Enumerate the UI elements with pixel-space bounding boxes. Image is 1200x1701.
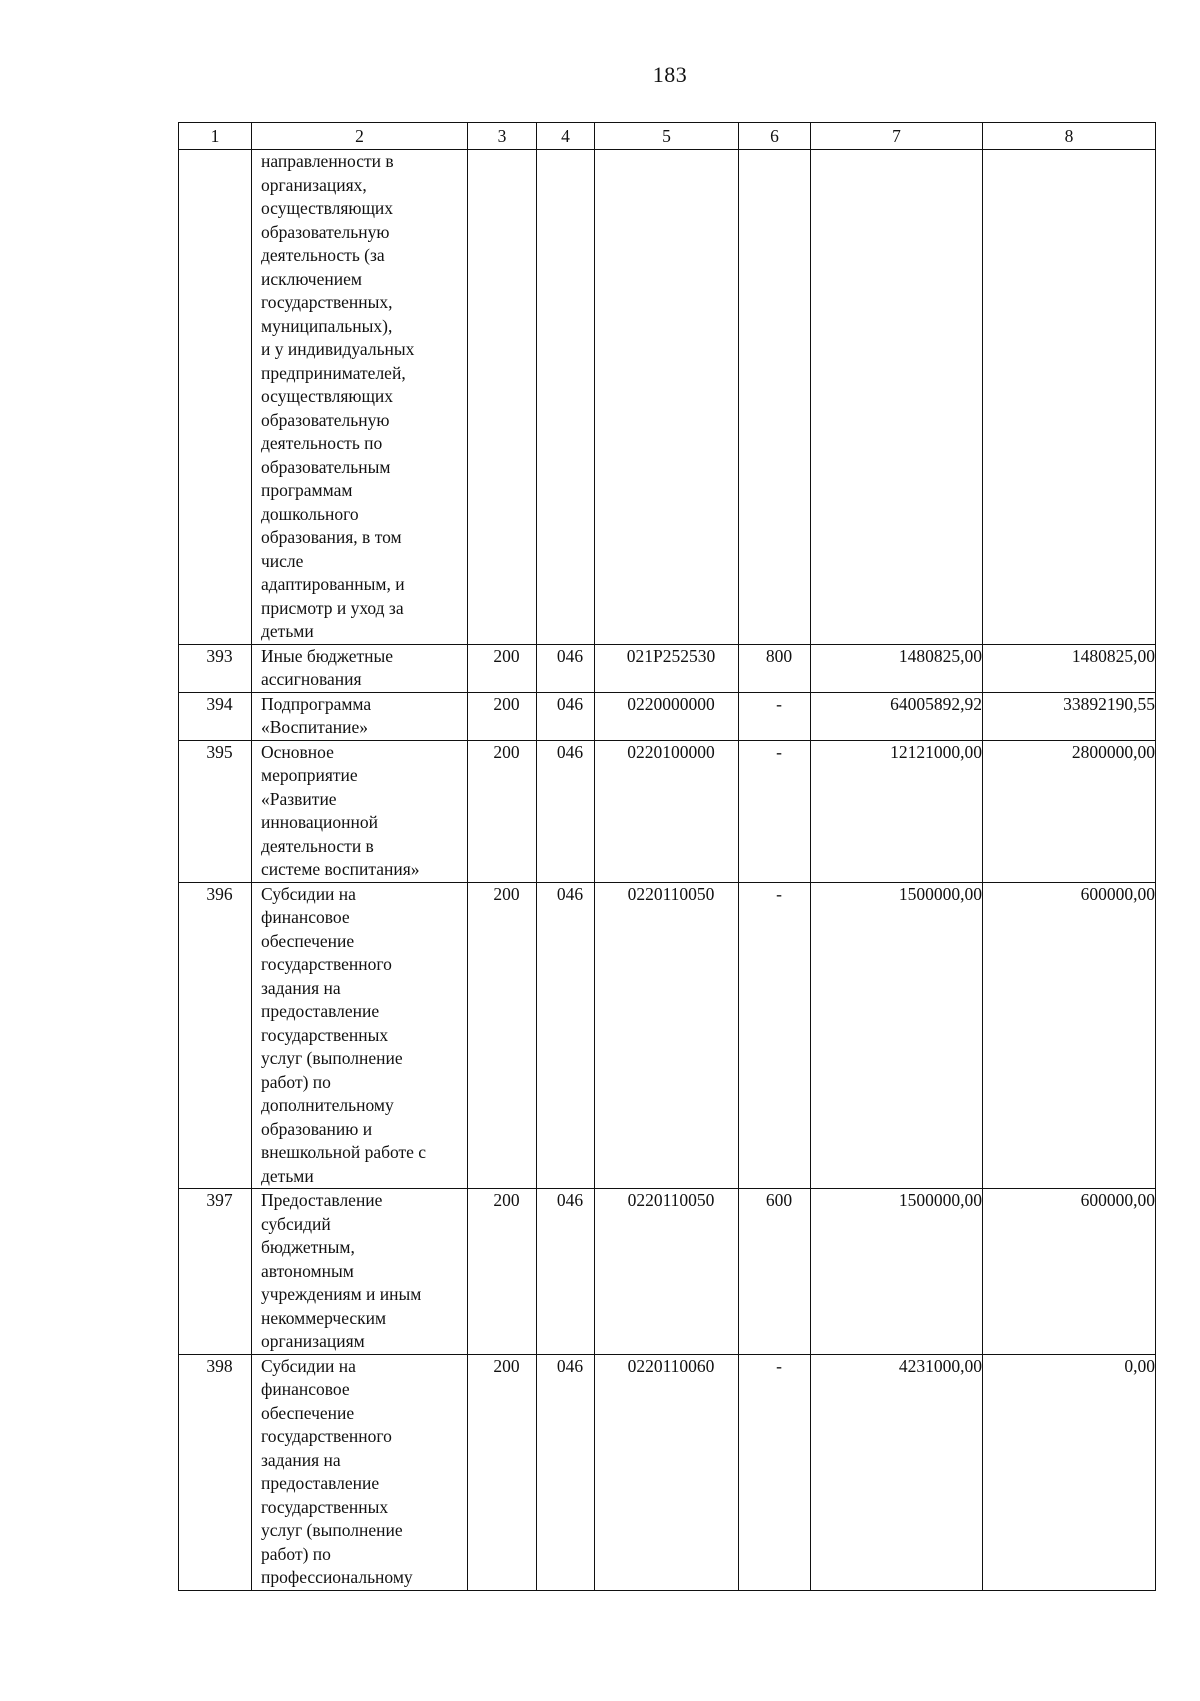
row-amount1-cell xyxy=(811,150,983,645)
row-amount2-cell: 600000,00 xyxy=(983,1189,1156,1355)
row-name-line: работ) по xyxy=(261,1543,331,1564)
row-name-line: обеспечение xyxy=(261,1402,355,1423)
row-col3-cell: 200 xyxy=(468,644,537,692)
row-number-cell: 395 xyxy=(179,740,252,882)
row-name-line: Субсидии на xyxy=(261,883,356,904)
table-row xyxy=(179,740,1156,882)
row-name-line: учреждениям и иным xyxy=(261,1284,422,1304)
row-col6-cell: - xyxy=(739,1354,811,1590)
row-name-line: предоставление xyxy=(261,1001,380,1021)
row-name-cell xyxy=(252,740,468,882)
row-name-line: «Воспитание» xyxy=(261,717,368,737)
row-amount1-cell: 1500000,00 xyxy=(811,1189,983,1355)
row-code-cell xyxy=(595,150,739,645)
row-col6-cell xyxy=(739,150,811,645)
row-amount2-cell: 600000,00 xyxy=(983,882,1156,1189)
row-name-line: задания на xyxy=(261,1449,341,1470)
row-number-cell xyxy=(179,150,252,645)
budget-table xyxy=(178,122,1156,1591)
row-name-line: Подпрограмма xyxy=(261,693,372,714)
header-col-8: 8 xyxy=(983,123,1156,150)
row-name-line: мероприятие xyxy=(261,765,358,785)
row-col6-cell: - xyxy=(739,882,811,1189)
row-name-cell xyxy=(252,1189,468,1355)
row-col3-cell: 200 xyxy=(468,1354,537,1590)
row-col3-cell: 200 xyxy=(468,1189,537,1355)
row-number-cell: 398 xyxy=(179,1354,252,1590)
row-name-line: Субсидии на xyxy=(261,1355,356,1376)
row-name-line: образовательную xyxy=(261,409,390,430)
row-name-line: предпринимателей, xyxy=(261,362,406,383)
row-name-line: финансовое xyxy=(261,1379,350,1399)
row-name-line: числе xyxy=(261,550,304,571)
row-name-line: государственного xyxy=(261,1426,392,1446)
row-name-line: ассигнования xyxy=(261,669,362,689)
row-name-line: присмотр и уход за xyxy=(261,597,404,618)
row-name-line: программам xyxy=(261,480,353,500)
row-amount2-cell xyxy=(983,150,1156,645)
row-name-line: государственных xyxy=(261,1024,389,1045)
row-name-line: задания на xyxy=(261,977,341,998)
table-row xyxy=(179,692,1156,740)
table-row xyxy=(179,1189,1156,1355)
row-name-line: Основное xyxy=(261,741,334,762)
row-name-line: финансовое xyxy=(261,907,350,927)
page-number: 183 xyxy=(652,62,688,87)
header-col-5: 5 xyxy=(595,123,739,150)
row-col4-cell: 046 xyxy=(537,740,595,882)
row-col4-cell: 046 xyxy=(537,692,595,740)
row-amount1-cell: 64005892,92 xyxy=(811,692,983,740)
row-name-line: Предоставление xyxy=(261,1190,383,1210)
row-name-cell xyxy=(252,692,468,740)
row-name-line: автономным xyxy=(261,1260,354,1281)
row-name-line: адаптированным, и xyxy=(261,574,405,594)
row-name-line: образованию и xyxy=(261,1118,373,1139)
row-name-line: детьми xyxy=(261,1165,314,1186)
row-name-line: деятельность (за xyxy=(261,245,385,265)
row-name-line: профессиональному xyxy=(261,1567,413,1587)
row-amount1-cell: 12121000,00 xyxy=(811,740,983,882)
row-name-line: бюджетным, xyxy=(261,1237,355,1257)
row-name-line: осуществляющих xyxy=(261,198,394,218)
row-name-line: государственного xyxy=(261,954,392,974)
row-col4-cell: 046 xyxy=(537,1354,595,1590)
row-col4-cell: 046 xyxy=(537,644,595,692)
row-name-line: организациях, xyxy=(261,174,367,195)
row-name-line: организациям xyxy=(261,1331,365,1351)
header-col-1: 1 xyxy=(179,123,252,150)
row-col3-cell: 200 xyxy=(468,740,537,882)
row-col6-cell: 800 xyxy=(739,644,811,692)
row-name-line: предоставление xyxy=(261,1473,380,1493)
row-name-line: «Развитие xyxy=(261,788,337,809)
row-name-line: осуществляющих xyxy=(261,386,394,406)
row-name-line: муниципальных), xyxy=(261,315,393,336)
row-name-line: субсидий xyxy=(261,1213,331,1234)
row-col6-cell: - xyxy=(739,740,811,882)
header-col-6: 6 xyxy=(739,123,811,150)
row-name-line: образовательным xyxy=(261,456,391,477)
row-name-line: исключением xyxy=(261,268,362,289)
row-amount2-cell: 33892190,55 xyxy=(983,692,1156,740)
row-code-cell: 0220000000 xyxy=(595,692,739,740)
row-code-cell: 0220110050 xyxy=(595,882,739,1189)
row-col3-cell xyxy=(468,150,537,645)
row-col4-cell: 046 xyxy=(537,882,595,1189)
header-col-7: 7 xyxy=(811,123,983,150)
row-amount1-cell: 4231000,00 xyxy=(811,1354,983,1590)
row-number-cell: 393 xyxy=(179,644,252,692)
row-number-cell: 396 xyxy=(179,882,252,1189)
row-name-line: дополнительному xyxy=(261,1095,394,1115)
row-number-cell: 394 xyxy=(179,692,252,740)
row-name-line: обеспечение xyxy=(261,930,355,951)
row-amount2-cell: 0,00 xyxy=(983,1354,1156,1590)
row-name-line: деятельность по xyxy=(261,433,383,453)
table-row xyxy=(179,644,1156,692)
row-name-line: работ) по xyxy=(261,1071,331,1092)
row-name-line: внешкольной работе с xyxy=(261,1142,427,1162)
row-col6-cell: - xyxy=(739,692,811,740)
row-amount2-cell: 2800000,00 xyxy=(983,740,1156,882)
row-name-line: государственных xyxy=(261,1496,389,1517)
row-col4-cell: 046 xyxy=(537,1189,595,1355)
row-name-line: и у индивидуальных xyxy=(261,339,415,359)
row-name-cell xyxy=(252,644,468,692)
row-amount2-cell: 1480825,00 xyxy=(983,644,1156,692)
row-name-line: направленности в xyxy=(261,151,394,171)
row-name-cell xyxy=(252,150,468,645)
row-col6-cell: 600 xyxy=(739,1189,811,1355)
row-name-line: образования, в том xyxy=(261,527,402,547)
row-amount1-cell: 1480825,00 xyxy=(811,644,983,692)
row-col3-cell: 200 xyxy=(468,692,537,740)
row-name-line: государственных, xyxy=(261,292,393,312)
row-name-line: детьми xyxy=(261,621,314,641)
row-code-cell: 021P252530 xyxy=(595,644,739,692)
row-name-cell xyxy=(252,882,468,1189)
header-col-2: 2 xyxy=(252,123,468,150)
row-code-cell: 0220110050 xyxy=(595,1189,739,1355)
table-row xyxy=(179,1354,1156,1590)
table-row xyxy=(179,150,1156,645)
row-amount1-cell: 1500000,00 xyxy=(811,882,983,1189)
table-row xyxy=(179,882,1156,1189)
row-name-line: некоммерческим xyxy=(261,1307,387,1328)
header-col-3: 3 xyxy=(468,123,537,150)
row-name-line: дошкольного xyxy=(261,503,359,524)
row-name-line: системе воспитания» xyxy=(261,859,420,879)
row-col4-cell xyxy=(537,150,595,645)
row-code-cell: 0220110060 xyxy=(595,1354,739,1590)
row-name-line: услуг (выполнение xyxy=(261,1520,403,1540)
row-name-line: инновационной xyxy=(261,812,378,832)
row-code-cell: 0220100000 xyxy=(595,740,739,882)
row-name-line: деятельности в xyxy=(261,835,374,856)
table-header-row xyxy=(179,123,1156,150)
row-number-cell: 397 xyxy=(179,1189,252,1355)
row-name-line: образовательную xyxy=(261,221,390,242)
header-col-4: 4 xyxy=(537,123,595,150)
row-name-cell xyxy=(252,1354,468,1590)
row-col3-cell: 200 xyxy=(468,882,537,1189)
row-name-line: услуг (выполнение xyxy=(261,1048,403,1068)
row-name-line: Иные бюджетные xyxy=(261,645,394,666)
table-body xyxy=(179,150,1156,1591)
